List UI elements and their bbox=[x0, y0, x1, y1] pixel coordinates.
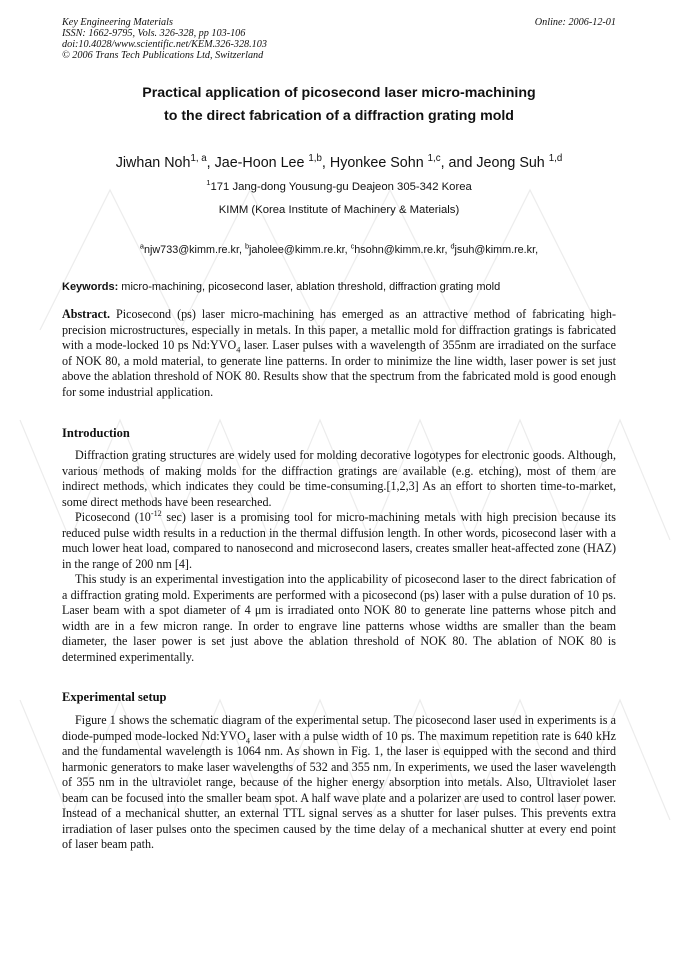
title-line-2: to the direct fabrication of a diffraction grating mold bbox=[164, 108, 514, 124]
author-sup: 1,c bbox=[427, 153, 441, 165]
email-address: jsuh@kimm.re.kr, bbox=[454, 244, 539, 256]
issn-line: ISSN: 1662-9795, Vols. 326-328, pp 103-106 bbox=[62, 28, 246, 39]
paragraph-text: laser with a pulse width of 10 ps. The maximum repetition rate is 640 kHz and the fundamental wavelength is 1064 nm. As shown in Fig. 1, the laser is equipped with the second and third harmonic generators to make laser wavelengths of 532 and 355 nm. In experiments, we used the laser wavelength of 355 nm in the ultraviolet range, because of the higher energy absorption into metals. Also, Ultraviolet laser beam can be focused into the smaller beam spot. A half wave plate and a polarizer are used to control laser power. Instead of a mechanical shutter, an external TTL signal serves as a shutter for laser pulses. This prevents extra irradiation of laser pulses onto the specimen caused by the time delay of a mechanical shutter at every end point of laser beam path. bbox=[62, 728, 616, 851]
author-name: Jae-Hoon Lee bbox=[214, 155, 309, 171]
introduction-heading: Introduction bbox=[62, 426, 130, 440]
email-list bbox=[40, 241, 638, 256]
paragraph bbox=[62, 510, 616, 572]
doi-line: doi:10.4028/www.scientific.net/KEM.326-328.103 bbox=[62, 39, 267, 50]
email-sup: d bbox=[450, 241, 455, 251]
paper-title bbox=[60, 82, 618, 128]
affiliation-institute: KIMM (Korea Institute of Machinery & Materials) bbox=[218, 204, 460, 216]
experimental-body bbox=[62, 713, 616, 853]
abstract-text: Picosecond (ps) laser micro-machining has emerged as an attractive method of fabricating high-precision microstructures, especially in metals. In this paper, a metallic mold for diffraction gratings is fabricated with a mode-locked 10 ps Nd:YVO bbox=[62, 307, 616, 352]
paragraph-text: Picosecond (10 bbox=[75, 510, 151, 524]
abstract-text-cont: laser. Laser pulses with a wavelength of 355nm are irradiated on the surface of NOK 80, a mold material, to generate line patterns. In order to minimize the line width, laser power is set just above the ablation threshold of NOK 80. Results show that the spectrum from the fabricated mold is good enough for some industrial application. bbox=[62, 338, 616, 399]
author-list bbox=[40, 155, 638, 171]
affiliation-sup: 1 bbox=[206, 178, 211, 188]
experimental-heading: Experimental setup bbox=[62, 690, 167, 704]
paragraph-text: sec) laser is a promising tool for micro-machining metals with high precision because its reduced pulse width results in a reduction in the thermal diffusion length. In other words, picosecond laser with a much lower heat load, compared to nanosecond and microsecond lasers, creates smaller heat-affected zone (HAZ) in the range of 200 nm [4]. bbox=[62, 510, 616, 571]
paragraph: This study is an experimental investigation into the applicability of picosecond laser to the direct fabrication of a diffraction grating mold. Experiments are performed with a picosecond (ps) laser with a pulse duration of 10 ps. Laser beam with a spot diameter of 4 μm is irradiated onto NOK 80 to generate line patterns whose pitch and width are in a few micron range. In order to engrave line patterns whose widths are smaller than the beam diameter, the laser power is set just above the ablation threshold of NOK 80. The ablation of NOK 80 is determined experimentally. bbox=[62, 572, 616, 664]
author-sep: , bbox=[321, 155, 330, 171]
author-sup: 1, a bbox=[190, 153, 207, 165]
abstract bbox=[62, 307, 616, 400]
author-sep: , bbox=[206, 155, 215, 171]
email-address: njw733@kimm.re.kr, bbox=[143, 244, 245, 256]
online-date: Online: 2006-12-01 bbox=[534, 17, 616, 28]
author-sup: 1,b bbox=[308, 153, 322, 165]
journal-name: Key Engineering Materials bbox=[62, 17, 173, 28]
keywords-text: micro-machining, picosecond laser, ablation threshold, diffraction grating mold bbox=[118, 281, 501, 293]
address-text: 171 Jang-dong Yousung-gu Deajeon 305-342 Korea bbox=[210, 181, 472, 193]
author-name: Jeong Suh bbox=[476, 155, 549, 171]
author-name: Hyonkee Sohn bbox=[329, 155, 428, 171]
email-sup: b bbox=[244, 241, 250, 251]
affiliation-address bbox=[40, 178, 638, 193]
copyright-line: © 2006 Trans Tech Publications Ltd, Switzerland bbox=[62, 50, 264, 61]
author-sup: 1,d bbox=[548, 153, 563, 165]
abstract-label: Abstract. bbox=[62, 307, 111, 321]
title-line-1: Practical application of picosecond laser micro-machining bbox=[142, 85, 536, 101]
paragraph-text: Figure 1 shows the schematic diagram of the experimental setup. The picosecond laser used in experiments is a diode-pumped mode-locked Nd:YVO bbox=[62, 713, 616, 743]
keywords-label: Keywords: bbox=[62, 281, 119, 293]
email-address: jaholee@kimm.re.kr, bbox=[249, 244, 351, 256]
author-name: Jiwhan Noh bbox=[115, 155, 191, 171]
subscript: 4 bbox=[245, 735, 250, 745]
journal-header bbox=[62, 17, 616, 61]
abstract-sub: 4 bbox=[236, 345, 241, 355]
email-sup: a bbox=[139, 241, 144, 251]
exponent: -12 bbox=[150, 508, 162, 518]
keywords bbox=[62, 281, 618, 293]
paragraph bbox=[62, 713, 616, 853]
email-sup: c bbox=[350, 241, 355, 251]
introduction-body bbox=[62, 448, 616, 665]
email-address: hsohn@kimm.re.kr, bbox=[354, 244, 451, 256]
author-sep: , and bbox=[440, 155, 477, 171]
paragraph: Diffraction grating structures are widely used for molding decorative logotypes for electronic goods. Although, various methods of making molds for the diffraction gratings are available (e.g. etching), most of them are indirect methods, which indicates they could be time-consuming.[1,2,3] As an effort to shorten time-to-market, some direct methods have been researched. bbox=[62, 448, 616, 509]
